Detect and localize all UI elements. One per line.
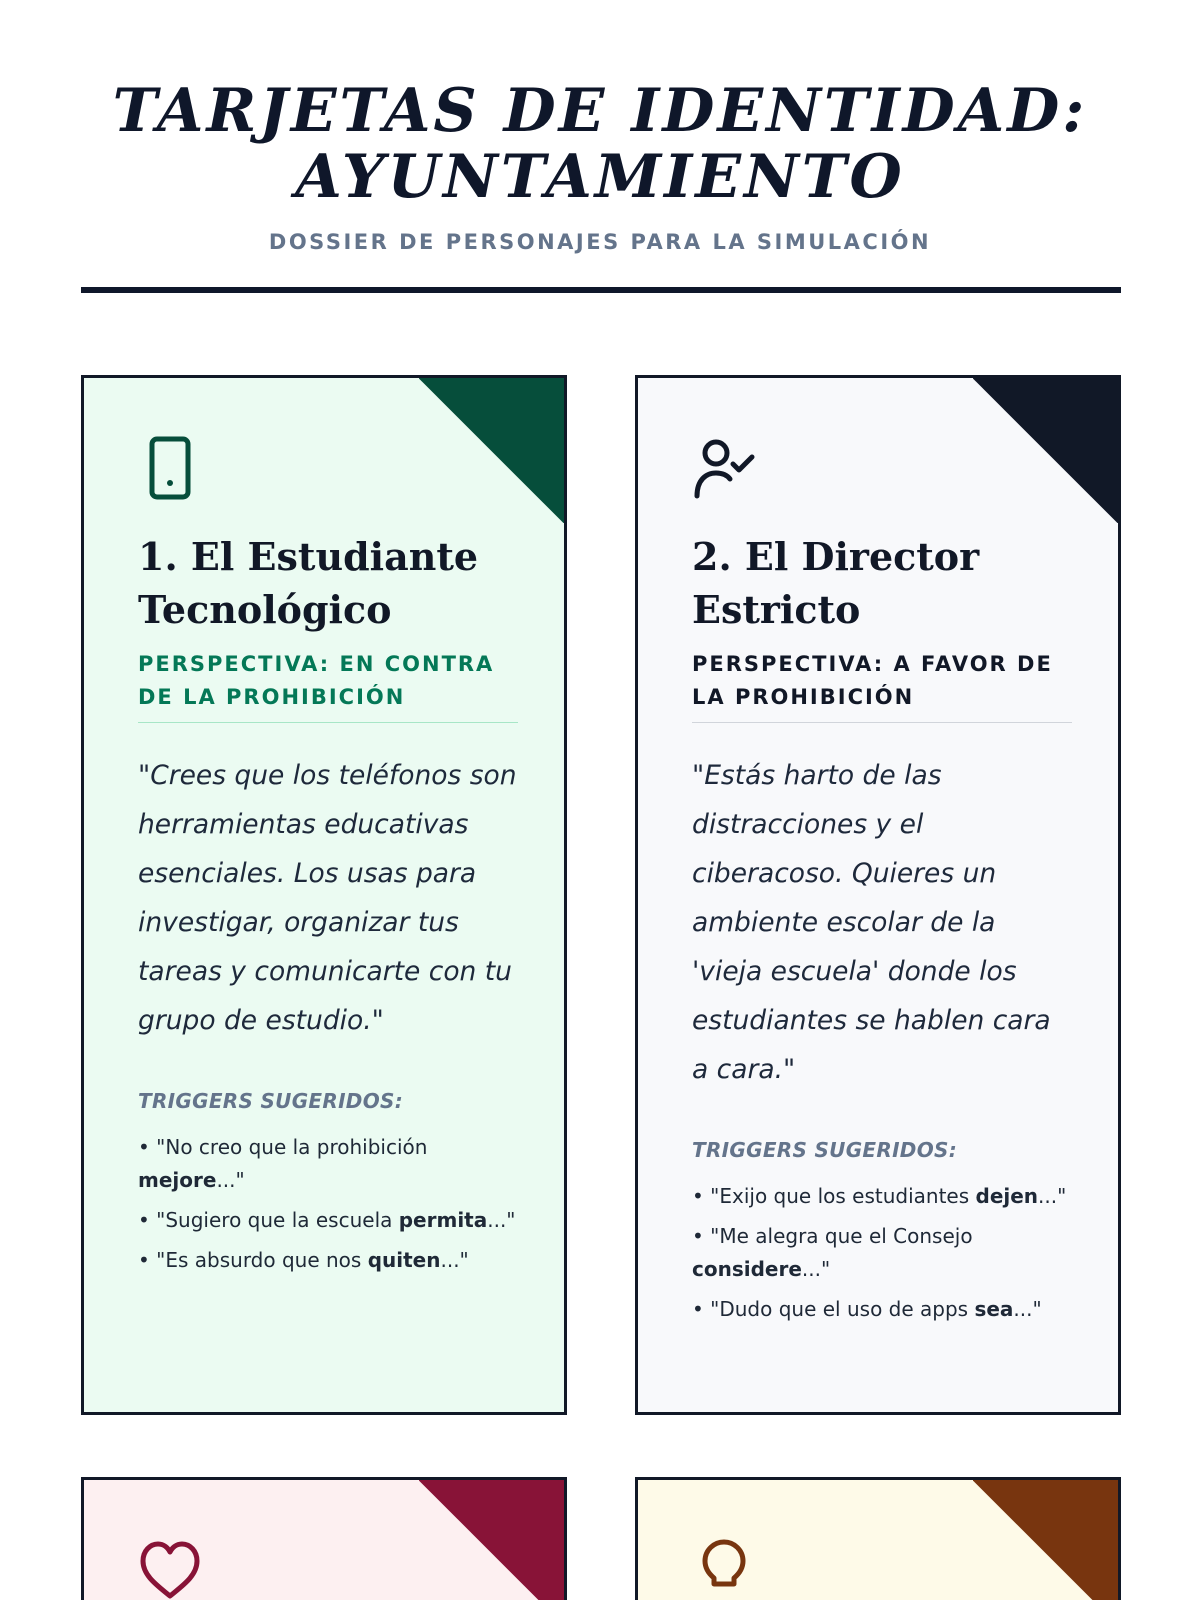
trigger-item: • "No creo que la prohibición mejore..." bbox=[138, 1135, 428, 1192]
header-divider bbox=[81, 287, 1121, 293]
card-perspective: PERSPECTIVA: A FAVOR DE LA PROHIBICIÓN bbox=[692, 648, 1072, 723]
card-title: 1. El Estudiante Tecnológico bbox=[138, 534, 479, 632]
trigger-item: • "Sugiero que la escuela permita..." bbox=[138, 1208, 516, 1232]
phone-icon bbox=[138, 436, 202, 500]
character-card-4 bbox=[635, 1477, 1121, 1600]
card-title: 2. El Director Estricto bbox=[692, 534, 980, 632]
card-corner-accent bbox=[419, 378, 564, 523]
page-title-line-2: AYUNTAMIENTO bbox=[295, 142, 905, 212]
lightbulb-icon bbox=[692, 1538, 756, 1600]
triggers-title: TRIGGERS SUGERIDOS: bbox=[692, 1138, 958, 1162]
trigger-item: • "Es absurdo que nos quiten..." bbox=[138, 1248, 469, 1272]
trigger-list bbox=[138, 1131, 518, 1277]
card-quote: "Estás harto de las distracciones y el ciberacoso. Quieres un ambiente escolar de la 'vieja escuela' donde los estudiantes se hablen cara a cara." bbox=[692, 760, 1051, 1085]
card-corner-accent bbox=[973, 378, 1118, 523]
card-corner-accent bbox=[973, 1480, 1118, 1600]
character-card-3 bbox=[81, 1477, 567, 1600]
trigger-item: • "Me alegra que el Consejo considere..." bbox=[692, 1224, 973, 1281]
heart-icon bbox=[138, 1538, 202, 1600]
trigger-list bbox=[692, 1180, 1072, 1326]
page-header bbox=[0, 78, 1200, 254]
trigger-item: • "Exijo que los estudiantes dejen..." bbox=[692, 1184, 1067, 1208]
trigger-item: • "Dudo que el uso de apps sea..." bbox=[692, 1297, 1042, 1321]
card-corner-accent bbox=[419, 1480, 564, 1600]
page-title bbox=[0, 78, 1200, 210]
page-subtitle: DOSSIER DE PERSONAJES PARA LA SIMULACIÓN bbox=[268, 230, 932, 254]
page-title-line-1: TARJETAS DE IDENTIDAD: bbox=[112, 76, 1088, 146]
user-check-icon bbox=[692, 436, 756, 500]
character-card-director bbox=[635, 375, 1121, 1415]
card-perspective: PERSPECTIVA: EN CONTRA DE LA PROHIBICIÓN bbox=[138, 648, 518, 723]
triggers-title: TRIGGERS SUGERIDOS: bbox=[138, 1089, 404, 1113]
character-card-student bbox=[81, 375, 567, 1415]
card-quote: "Crees que los teléfonos son herramientas educativas esenciales. Los usas para investigar, organizar tus tareas y comunicarte con tu grupo de estudio." bbox=[138, 760, 517, 1036]
